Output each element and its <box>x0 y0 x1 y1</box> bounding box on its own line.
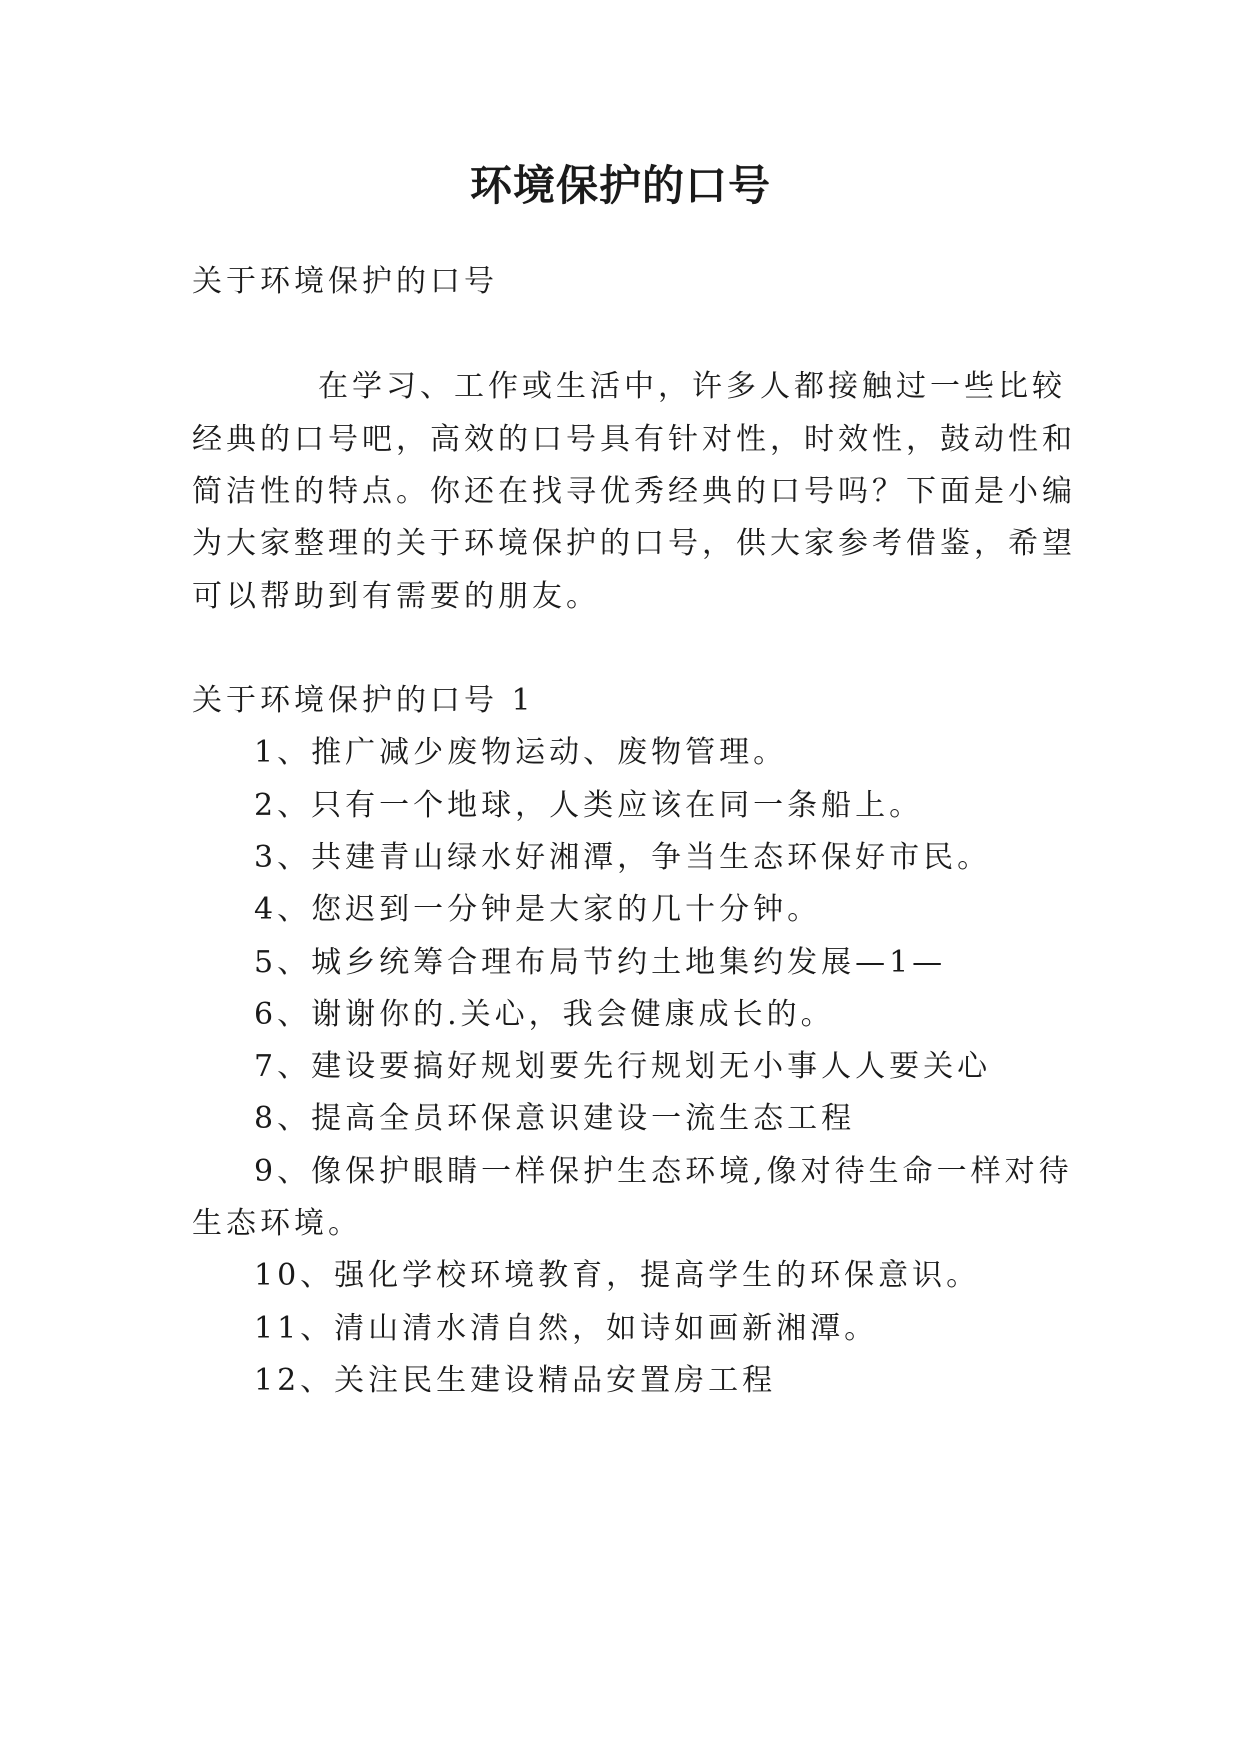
intro-line: 可以帮助到有需要的朋友。 <box>192 579 600 614</box>
slogan-item: 6、谢谢你的.关心，我会健康成长的。 <box>254 997 835 1032</box>
section-heading: 关于环境保护的口号 1 <box>192 683 535 718</box>
intro-line: 经典的口号吧，高效的口号具有针对性，时效性，鼓动性和 <box>192 422 1076 457</box>
slogan-item: 11、清山清水清自然，如诗如画新湘潭。 <box>254 1311 879 1346</box>
slogan-item: 5、城乡统筹合理布局节约土地集约发展—1— <box>254 945 947 980</box>
slogan-item: 9、像保护眼睛一样保护生态环境,像对待生命一样对待 <box>254 1154 1073 1189</box>
slogan-item: 8、提高全员环保意识建设一流生态工程 <box>254 1101 856 1136</box>
slogan-item: 3、共建青山绿水好湘潭，争当生态环保好市民。 <box>254 840 992 875</box>
slogan-item: 2、只有一个地球，人类应该在同一条船上。 <box>254 788 924 823</box>
document-title: 环境保护的口号 <box>469 161 771 210</box>
slogan-item: 12、关注民生建设精品安置房工程 <box>254 1363 777 1398</box>
slogan-item: 7、建设要搞好规划要先行规划无小事人人要关心 <box>254 1049 992 1084</box>
intro-line: 为大家整理的关于环境保护的口号，供大家参考借鉴，希望 <box>192 526 1076 561</box>
intro-line: 在学习、工作或生活中，许多人都接触过一些比较 <box>318 369 1066 404</box>
slogan-item: 10、强化学校环境教育，提高学生的环保意识。 <box>254 1258 981 1293</box>
slogan-item-continuation: 生态环境。 <box>192 1206 362 1241</box>
slogan-item: 4、您迟到一分钟是大家的几十分钟。 <box>254 892 822 927</box>
document-subtitle: 关于环境保护的口号 <box>192 264 498 299</box>
intro-line: 简洁性的特点。你还在找寻优秀经典的口号吗？下面是小编 <box>192 474 1076 509</box>
slogan-item: 1、推广减少废物运动、废物管理。 <box>254 735 788 770</box>
